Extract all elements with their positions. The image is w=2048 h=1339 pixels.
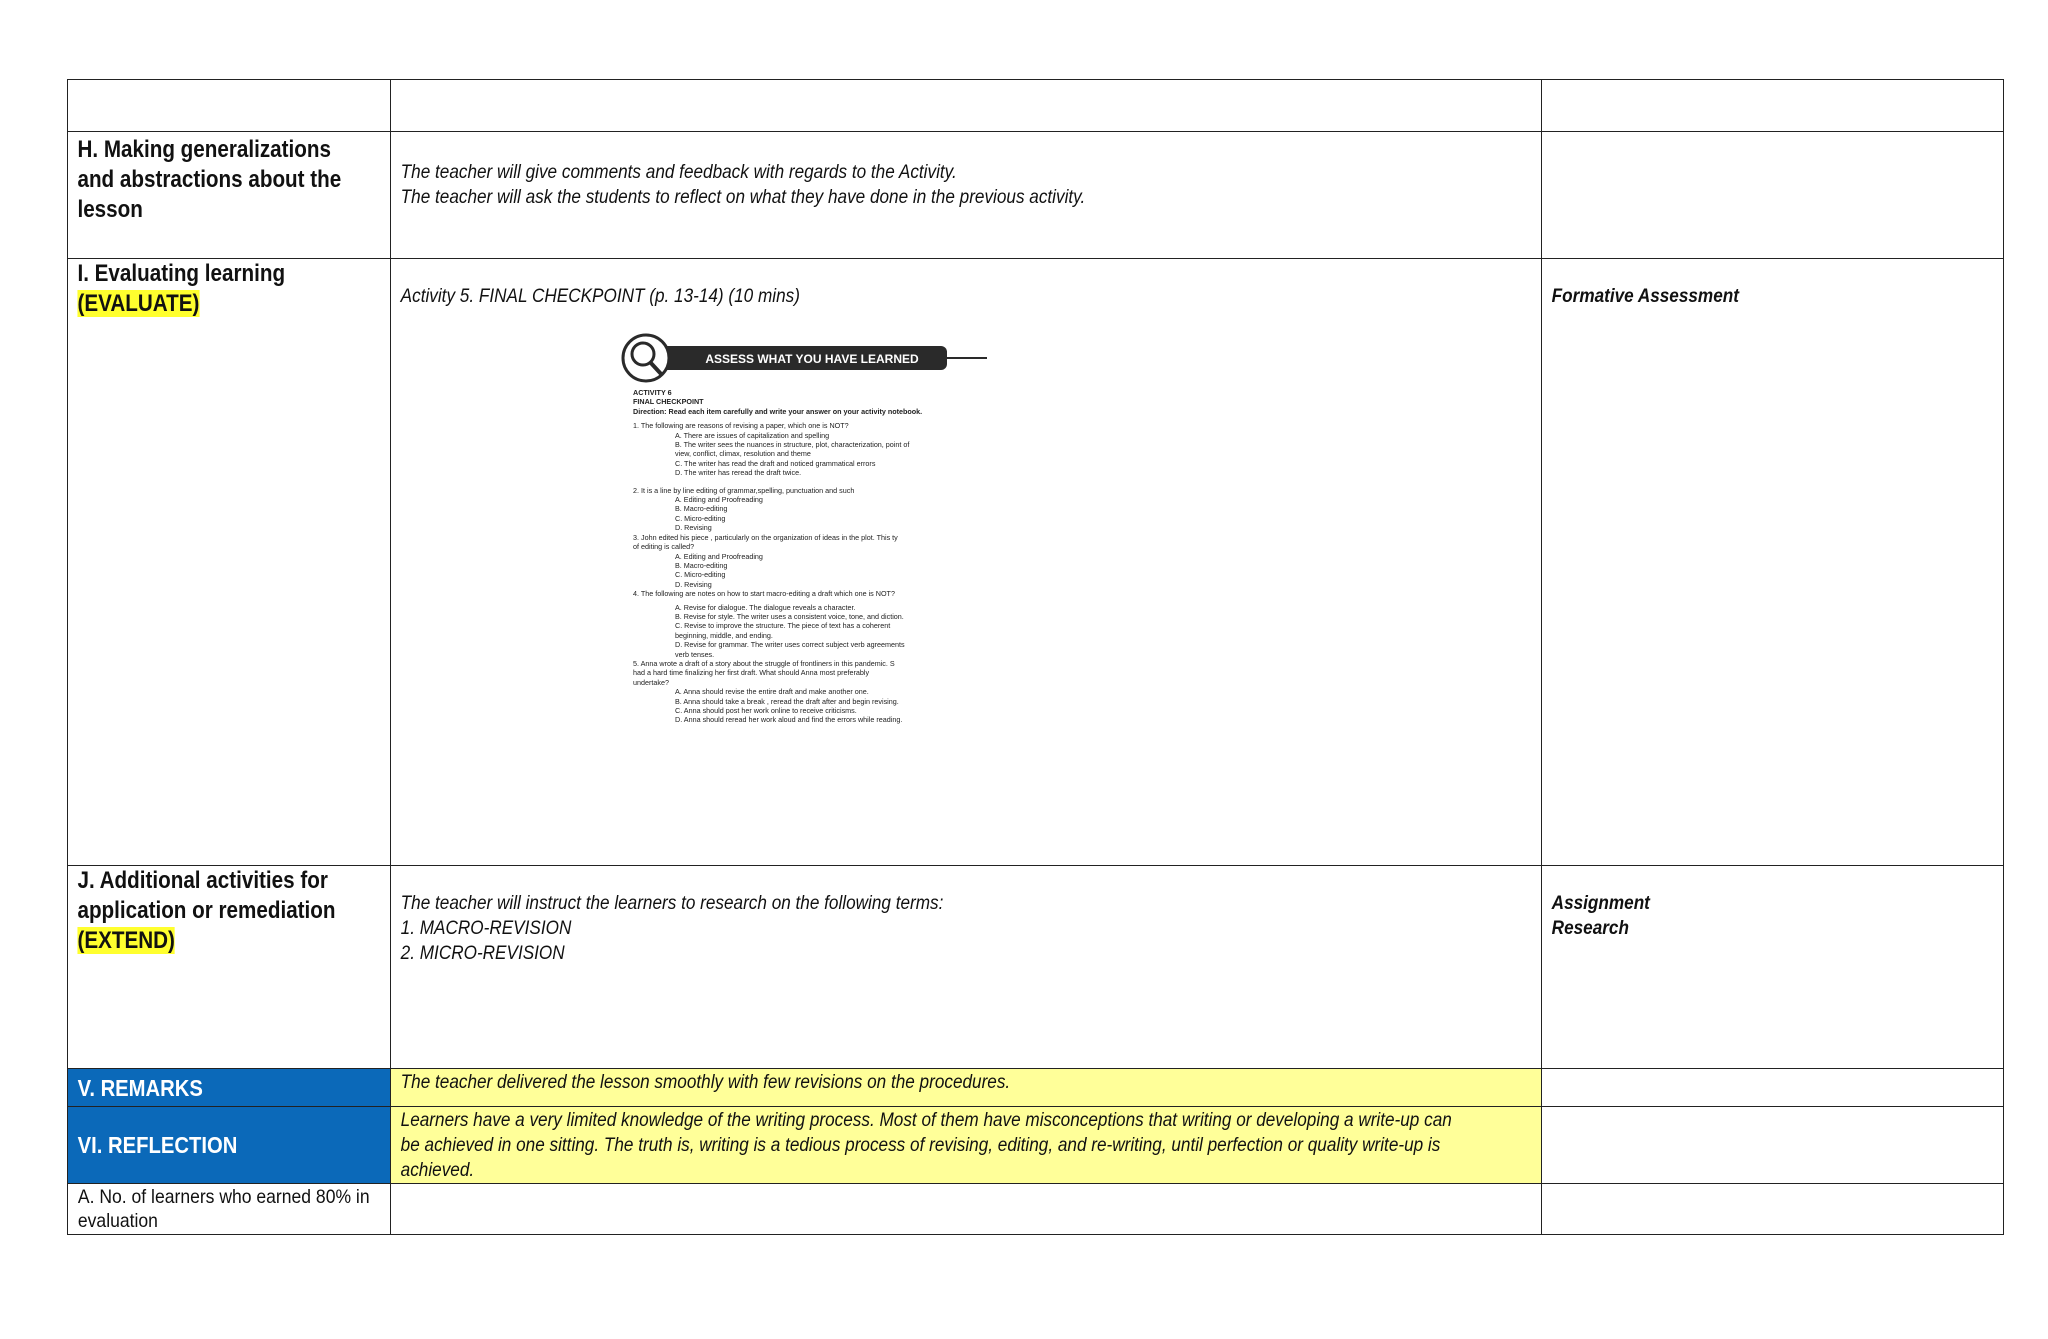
option: verb tenses. [675,649,715,659]
option: B. Anna should take a break , reread the draft after and begin revising. [675,696,899,706]
reflection-line-2: be achieved in one sitting. The truth is, writing is a tedious process of revising, editing, and re-writing, until perfection or quality write-up is [400,1134,1441,1156]
cell [391,80,1542,132]
cell [1542,1184,2004,1235]
row-reflection [68,1107,2004,1184]
row-j-remarks-cell [1542,866,2004,1069]
option: A. There are issues of capitalization and spelling [675,430,830,440]
remarks-heading-cell [68,1069,391,1107]
remarks-heading: V. REMARKS [77,1075,203,1101]
row-i [68,259,2004,866]
option: B. Revise for style. The writer uses a consistent voice, tone, and diction. [675,611,904,621]
worksheet-activity: ACTIVITY 6 [633,388,672,397]
remarks-content-cell [391,1069,1542,1107]
row-j-heading-block [68,866,379,958]
worksheet-item: 4. The following are notes on how to start macro-editing a draft which one is NOT? [633,589,895,599]
row-i-heading: I. Evaluating learning [77,260,286,287]
empty-row [68,80,2004,132]
row-h-content-cell [391,132,1542,259]
worksheet-options [633,431,991,478]
assess-banner [619,333,991,385]
reflection-line-3: achieved. [400,1159,475,1181]
worksheet-image [619,333,991,725]
row-h-heading-cell [68,132,391,259]
reflection-content-cell [391,1107,1542,1184]
research-label: Research [1551,917,1629,939]
option: B. Macro-editing [675,560,728,570]
row-a-heading-cell [68,1184,391,1235]
worksheet-options [633,495,991,533]
remarks-empty-cell [1542,1069,2004,1107]
row-h-content [391,132,1546,210]
option: C. Micro-editing [675,570,726,580]
option: A. Editing and Proofreading [675,551,763,561]
option: A. Anna should revise the entire draft and make another one. [675,687,869,697]
worksheet-title: FINAL CHECKPOINT [633,397,704,407]
row-j-heading-cell [68,866,391,1069]
row-i-remarks-cell [1542,259,2004,866]
worksheet-text [619,388,991,725]
row-a-line-1: A. No. of learners who earned 80% in [77,1186,370,1208]
activity-title: Activity 5. FINAL CHECKPOINT (p. 13-14) (10 mins) [400,285,800,307]
row-j-remarks [1542,866,2001,941]
remarks-text: The teacher delivered the lesson smoothly with few revisions on the procedures. [400,1071,1011,1093]
option: A. Revise for dialogue. The dialogue reveals a character. [675,602,856,612]
option: beginning, middle, and ending. [675,630,773,640]
row-j [68,866,2004,1069]
cell [1542,80,2004,132]
option: C. Anna should post her work online to receive criticisms. [675,706,857,715]
reflection-heading-cell [68,1107,391,1184]
reflection-line-1: Learners have a very limited knowledge of the writing process. Most of them have misconceptions that writing or developing a write-up can [400,1109,1452,1131]
option: view, conflict, climax, resolution and theme [675,449,811,459]
option: D. Anna should reread her work aloud and find the errors while reading. [675,715,903,725]
cell [391,1184,1542,1235]
row-a-heading [68,1184,394,1233]
option: B. The writer sees the nuances in structure, plot, characterization, point of [675,440,910,450]
assignment-label: Assignment [1551,892,1650,914]
row-j-line-1: The teacher will instruct the learners to research on the following terms: [400,892,944,914]
worksheet-item-cont: had a hard time finalizing her first draft. What should Anna most preferably [633,668,870,678]
row-h [68,132,2004,259]
option: D. Revising [675,523,712,533]
worksheet-options [633,552,991,590]
worksheet-item-cont: of editing is called? [633,542,695,552]
row-a [68,1184,2004,1235]
option: D. The writer has reread the draft twice. [675,468,802,478]
row-h-remarks-cell [1542,132,2004,259]
row-j-content-cell [391,866,1542,1069]
worksheet-options [633,603,991,659]
reflection-empty-cell [1542,1107,2004,1184]
option: C. Revise to improve the structure. The piece of text has a coherent [675,621,891,631]
option: A. Editing and Proofreading [675,495,763,505]
row-j-content [391,866,1546,966]
worksheet-item: 1. The following are reasons of revising a paper, which one is NOT? [633,421,849,431]
worksheet-item: 5. Anna wrote a draft of a story about the struggle of frontliners in this pandemic. S [633,658,895,668]
worksheet-item: 3. John edited his piece , particularly on the organization of ideas in the plot. This ty [633,532,898,542]
row-h-line-1: The teacher will give comments and feedback with regards to the Activity. [400,161,957,183]
worksheet-item: 2. It is a line by line editing of grammar,spelling, punctuation and such [633,485,855,495]
option: D. Revising [675,579,712,589]
row-h-line-2: The teacher will ask the students to reflect on what they have done in the previous activity. [400,186,1086,208]
extend-tag: (EXTEND) [77,927,175,954]
option: B. Macro-editing [675,504,728,514]
row-a-line-2: evaluation [77,1210,158,1232]
reflection-heading: VI. REFLECTION [77,1132,238,1158]
option: C. The writer has read the draft and noticed grammatical errors [675,458,876,468]
row-j-line-2: 1. MACRO-REVISION [400,917,572,939]
cell [68,80,391,132]
worksheet-item-cont: undertake? [633,677,669,687]
worksheet-direction: Direction: Read each item carefully and write your answer on your activity notebook. [633,406,923,416]
row-i-heading-block [68,259,379,321]
row-j-heading: J. Additional activities for application or remediation [77,867,336,924]
row-h-heading: H. Making generalizations and abstractions about the lesson [77,136,342,223]
lesson-plan-table [67,79,2004,1235]
worksheet-options [633,687,991,725]
formative-assessment-label: Formative Assessment [1551,285,1739,307]
row-i-heading-cell [68,259,391,866]
option: D. Revise for grammar. The writer uses correct subject verb agreements [675,640,905,650]
row-j-line-3: 2. MICRO-REVISION [400,942,565,964]
evaluate-tag: (EVALUATE) [77,290,200,317]
row-remarks [68,1069,2004,1107]
option: C. Micro-editing [675,513,726,523]
reflection-text [391,1107,1546,1183]
banner-text: ASSESS WHAT YOU HAVE LEARNED [705,352,919,366]
